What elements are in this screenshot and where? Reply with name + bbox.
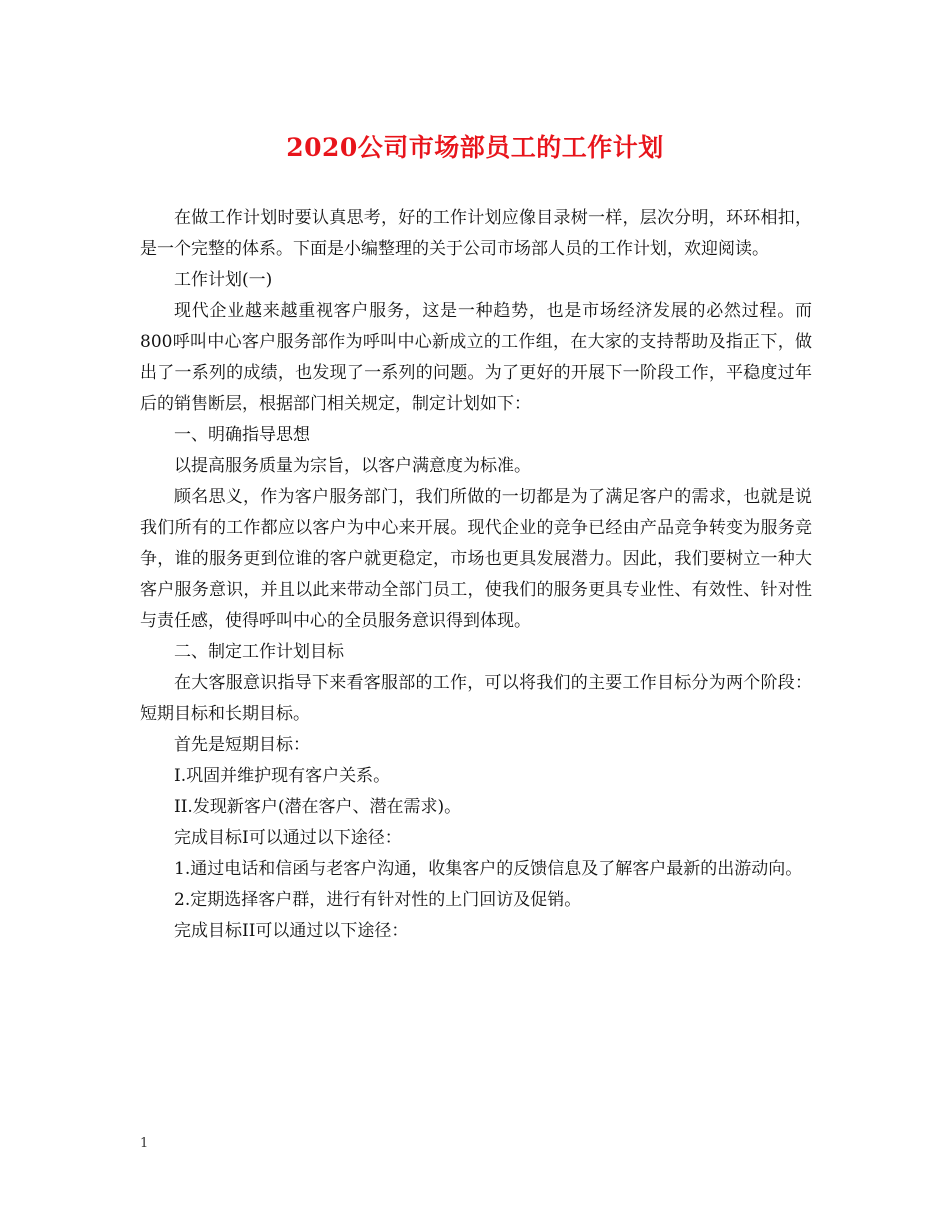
body-paragraph: 在大客服意识指导下来看客服部的工作，可以将我们的主要工作目标分为两个阶段：短期目标和长期目标。 [140, 673, 812, 724]
section-heading: 工作计划(一) [174, 270, 273, 290]
body-paragraph: 完成目标II可以通过以下途径： [174, 921, 409, 941]
list-item: I.巩固并维护现有客户关系。 [174, 766, 391, 786]
page-number: 1 [140, 1136, 149, 1151]
document-body [140, 203, 812, 947]
intro-paragraph: 在做工作计划时要认真思考，好的工作计划应像目录树一样，层次分明，环环相扣，是一个完整的体系。下面是小编整理的关于公司市场部人员的工作计划，欢迎阅读。 [140, 208, 812, 259]
list-item: 1.通过电话和信函与老客户沟通，收集客户的反馈信息及了解客户最新的出游动向。 [174, 859, 803, 879]
body-paragraph: 现代企业越来越重视客户服务，这是一种趋势，也是市场经济发展的必然过程。而800呼叫中心客户服务部作为呼叫中心新成立的工作组，在大家的支持帮助及指正下，做出了一系列的成绩，也发现了一系列的问题。为了更好的开展下一阶段工作，平稳度过年后的销售断层，根据部门相关规定，制定计划如下： [140, 301, 812, 414]
document-title: 2020公司市场部员工的工作计划 [286, 133, 664, 162]
section-heading: 二、制定工作计划目标 [174, 642, 344, 662]
body-paragraph: 首先是短期目标： [174, 735, 310, 755]
body-paragraph: 顾名思义，作为客户服务部门，我们所做的一切都是为了满足客户的需求，也就是说我们所有的工作都应以客户为中心来开展。现代企业的竞争已经由产品竞争转变为服务竞争，谁的服务更到位谁的客户就更稳定，市场也更具发展潜力。因此，我们要树立一种大客户服务意识，并且以此来带动全部门员工，使我们的服务更具专业性、有效性、针对性与责任感，使得呼叫中心的全员服务意识得到体现。 [140, 487, 812, 631]
list-item: II.发现新客户(潜在客户、潜在需求)。 [174, 797, 462, 817]
body-paragraph: 完成目标I可以通过以下途径： [174, 828, 402, 848]
list-item: 2.定期选择客户群，进行有针对性的上门回访及促销。 [174, 890, 582, 910]
section-heading: 一、明确指导思想 [174, 425, 310, 445]
body-paragraph: 以提高服务质量为宗旨，以客户满意度为标准。 [174, 456, 531, 476]
